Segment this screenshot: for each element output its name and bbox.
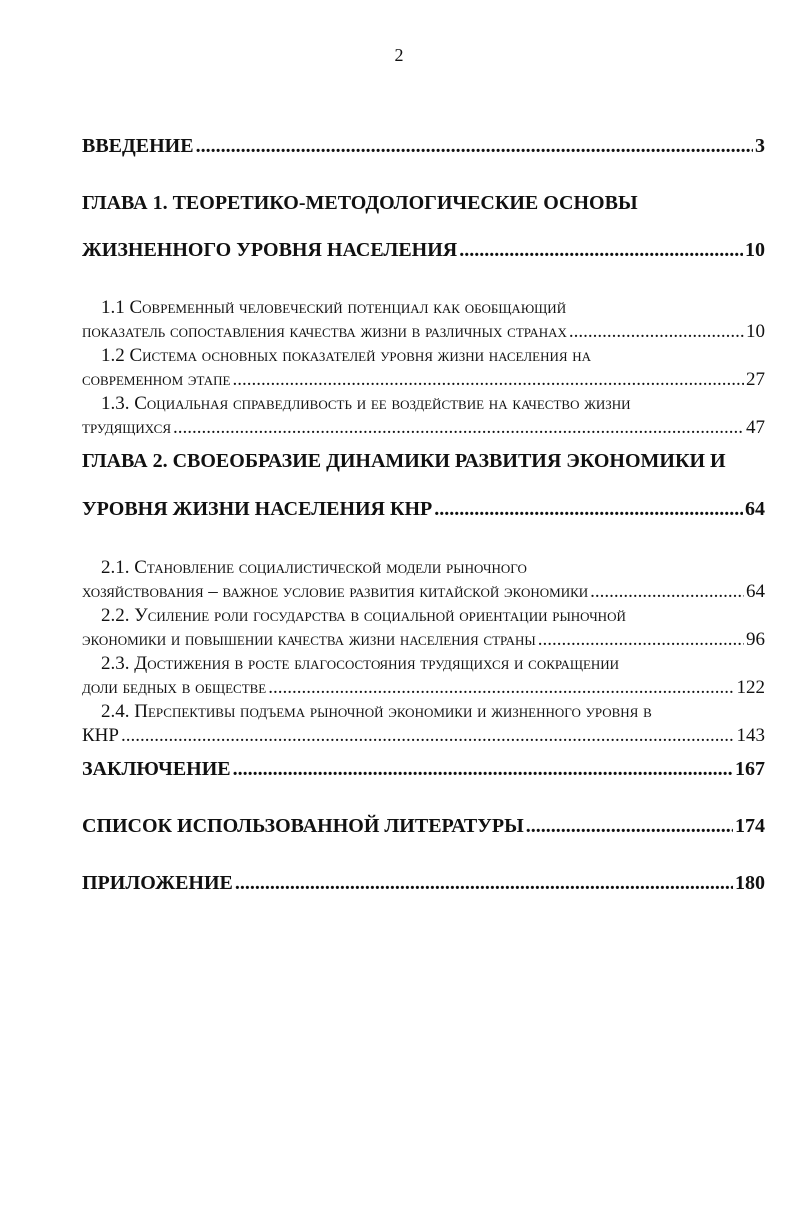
toc-entry-chapter-2 [82, 498, 765, 521]
section-text: показатель сопоставления качества жизни в различных странах [82, 321, 567, 342]
dot-leader [590, 581, 744, 603]
toc-entry-section-1-2 [82, 369, 765, 391]
toc-page-number: 174 [735, 815, 765, 837]
section-1-1-line1 [101, 297, 765, 319]
toc-entry-section-2-3 [82, 677, 765, 699]
section-2-3-line1 [101, 653, 765, 675]
toc-page-number: 64 [746, 581, 765, 602]
section-text: 2.3. Достижения в росте благосостояния трудящихся и сокращении [101, 653, 620, 674]
section-text: 2.2. Усиление роли государства в социальной ориентации рыночной [101, 605, 626, 626]
toc-page-number: 10 [745, 239, 765, 261]
toc-entry-section-1-1 [82, 321, 765, 343]
dot-leader [569, 321, 744, 343]
dot-leader [233, 758, 733, 781]
section-text: экономики и повышении качества жизни населения страны [82, 629, 536, 650]
dot-leader [235, 872, 733, 895]
chapter-1-title [82, 192, 765, 215]
toc-page-number: 180 [735, 872, 765, 894]
section-text: доли бедных в обществе [82, 677, 267, 698]
toc-entry-section-2-1 [82, 581, 765, 603]
toc-entry-title: ВВЕДЕНИЕ [82, 135, 194, 157]
dot-leader [526, 815, 733, 838]
toc-page-number: 96 [746, 629, 765, 650]
section-text: 1.1 Современный человеческий потенциал как обобщающий [101, 297, 567, 318]
toc-entry-title: СПИСОК ИСПОЛЬЗОВАННОЙ ЛИТЕРАТУРЫ [82, 815, 524, 837]
toc-page-number: 64 [745, 498, 765, 520]
section-text: 2.1. Становление социалистической модели рыночного [101, 557, 527, 578]
toc-entry-title: ПРИЛОЖЕНИЕ [82, 872, 233, 894]
toc-page-number: 122 [736, 677, 765, 698]
section-text: КНР [82, 725, 119, 746]
page-number: 2 [394, 45, 404, 65]
toc-page-number: 10 [746, 321, 765, 342]
dot-leader [173, 417, 744, 439]
dot-leader [434, 498, 743, 521]
toc-entry-chapter-1 [82, 239, 765, 262]
toc-page-number: 3 [755, 135, 765, 157]
section-text: хозяйствования – важное условие развития китайской экономики [82, 581, 589, 602]
toc-page-number: 143 [736, 725, 765, 746]
toc-entry-title: ЗАКЛЮЧЕНИЕ [82, 758, 231, 780]
chapter-2-title [82, 450, 765, 473]
toc-entry-references [82, 815, 765, 838]
section-1-2-line1 [101, 345, 765, 367]
toc-page-number: 167 [735, 758, 765, 780]
toc-entry-section-2-2 [82, 629, 765, 651]
toc-page-number: 47 [746, 417, 765, 438]
chapter-title-line: УРОВНЯ ЖИЗНИ НАСЕЛЕНИЯ КНР [82, 498, 433, 520]
toc-entry-appendix [82, 872, 765, 895]
section-text: 2.4. Перспективы подъема рыночной экономики и жизненного уровня в [101, 701, 652, 722]
dot-leader [268, 677, 734, 699]
section-text: 1.3. Социальная справедливость и ее воздействие на качество жизни [101, 393, 631, 414]
toc-entry-section-1-3 [82, 417, 765, 439]
section-2-4-line1 [101, 701, 765, 723]
toc-entry-section-2-4 [82, 725, 765, 747]
dot-leader [196, 135, 753, 158]
section-2-2-line1 [101, 605, 765, 627]
dot-leader [459, 239, 743, 262]
section-2-1-line1 [101, 557, 765, 579]
section-1-3-line1 [101, 393, 765, 415]
section-text: трудящихся [82, 417, 172, 438]
dot-leader [232, 369, 744, 391]
toc-entry-conclusion [82, 758, 765, 781]
toc-page-number: 27 [746, 369, 765, 390]
chapter-title-line: ГЛАВА 2. СВОЕОБРАЗИЕ ДИНАМИКИ РАЗВИТИЯ ЭКОНОМИКИ И [82, 450, 726, 472]
toc-entry-intro [82, 135, 765, 158]
dot-leader [538, 629, 744, 651]
chapter-title-line: ГЛАВА 1. ТЕОРЕТИКО-МЕТОДОЛОГИЧЕСКИЕ ОСНОВЫ [82, 192, 638, 214]
section-text: 1.2 Система основных показателей уровня жизни населения на [101, 345, 592, 366]
section-text: современном этапе [82, 369, 231, 390]
chapter-title-line: ЖИЗНЕННОГО УРОВНЯ НАСЕЛЕНИЯ [82, 239, 458, 261]
dot-leader [121, 725, 735, 747]
